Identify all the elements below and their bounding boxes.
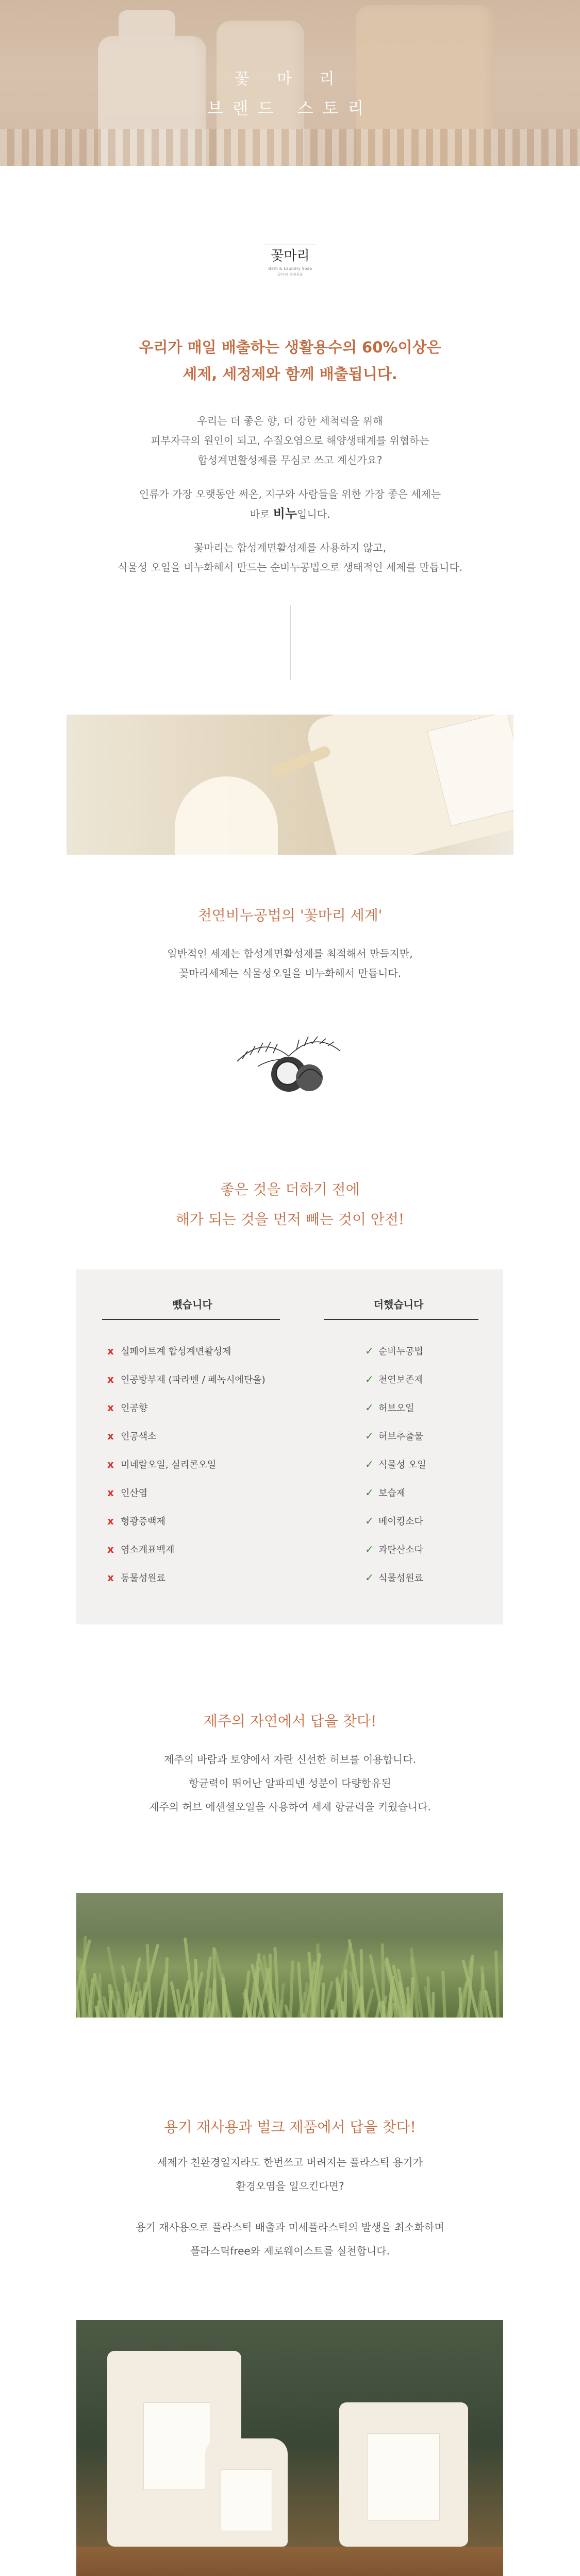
removed-ingredient-item <box>107 1372 266 1386</box>
x-mark-icon: x <box>107 1345 114 1357</box>
refill-text-line: 플라스틱free와 제로웨이스트를 실천합니다. <box>190 2245 390 2257</box>
jeju-description <box>0 1748 580 1819</box>
refill-text-line: 세제가 친환경일지라도 한번쓰고 버려지는 플라스틱 용기가 <box>157 2156 423 2168</box>
intro-text-fragment: 입니다. <box>297 508 330 520</box>
jeju-herb-field-photo <box>76 1893 503 2018</box>
check-mark-icon: ✓ <box>365 1571 374 1584</box>
refill-text-line: 용기 재사용으로 플라스틱 배출과 미세플라스틱의 발생을 최소화하며 <box>136 2221 444 2233</box>
herb-blade-image <box>441 1971 446 2018</box>
added-ingredient-label: 보습제 <box>378 1488 406 1499</box>
herb-blade-image <box>185 2004 188 2018</box>
removed-ingredient-label: 형광증백제 <box>121 1516 165 1527</box>
safety-title-line: 해가 되는 것을 먼저 빼는 것이 안전! <box>175 1211 405 1228</box>
intro-headline <box>0 334 580 387</box>
intro-paragraph-2 <box>0 484 580 524</box>
removed-ingredient-label: 인산염 <box>121 1488 148 1499</box>
removed-ingredient-label: 인공색소 <box>121 1431 157 1442</box>
herb-blade-image <box>98 1973 102 2018</box>
added-ingredient-label: 식물성 오일 <box>378 1460 426 1470</box>
x-mark-icon: x <box>107 1430 114 1442</box>
removed-ingredient-item <box>107 1571 165 1584</box>
added-header: 더했습니다 <box>373 1298 424 1311</box>
intro-text-line: 식물성 오일을 비누화해서 만드는 순비누공법으로 생태적인 세제를 만듭니다. <box>117 561 463 573</box>
method-text-line: 꽃마리세제는 식물성오일을 비누화해서 만듭니다. <box>178 967 402 979</box>
pouring-detergent-photo <box>67 715 513 855</box>
added-ingredient-label: 식물성원료 <box>378 1573 423 1584</box>
intro-headline-line: 세제, 세정제와 함께 배출됩니다. <box>183 365 397 383</box>
bulk-jug-label <box>368 2433 440 2521</box>
intro-text-line <box>0 504 580 524</box>
added-ingredient-item <box>365 1543 423 1556</box>
brand-logo <box>264 242 317 277</box>
check-mark-icon: ✓ <box>365 1486 374 1499</box>
removed-ingredient-label: 설페이트계 합성계면활성제 <box>121 1346 231 1357</box>
intro-text-fragment: 바로 <box>250 508 273 520</box>
method-text-line: 일반적인 세제는 합성계면활성제를 최적해서 만들지만, <box>167 947 413 960</box>
x-mark-icon: x <box>107 1373 114 1385</box>
intro-text-line: 피부자극의 원인이 되고, 수질오염으로 해양생태계를 위협하는 <box>151 434 429 447</box>
logo-wordmark: 꽃마리 <box>271 248 310 264</box>
herb-blade-image <box>279 1983 285 2018</box>
logo-tagline: Bath & Laundry Soap <box>268 266 312 271</box>
added-ingredient-label: 천연보존제 <box>378 1375 423 1385</box>
herb-blade-image <box>289 1960 294 2018</box>
removed-ingredient-item <box>107 1429 157 1443</box>
refill-answer <box>0 2215 580 2263</box>
section-divider-line <box>290 605 291 680</box>
jeju-text-line: 제주의 허브 에센셜오일을 사용하여 세제 항균력을 키웠습니다. <box>149 1801 431 1813</box>
added-ingredient-item <box>365 1514 423 1528</box>
refill-text-line: 환경오염을 일으킨다면? <box>236 2180 344 2192</box>
jeju-text-line: 제주의 바람과 토양에서 자란 신선한 허브를 이용합니다. <box>164 1753 416 1766</box>
measuring-cup-image <box>175 776 278 855</box>
x-mark-icon: x <box>107 1543 114 1555</box>
removed-ingredient-label: 인공향 <box>121 1403 148 1414</box>
check-mark-icon: ✓ <box>365 1401 374 1414</box>
coconut-illustration-icon <box>227 1030 351 1097</box>
added-ingredient-item <box>365 1372 423 1386</box>
removed-ingredient-item <box>107 1344 231 1358</box>
check-mark-icon: ✓ <box>365 1543 374 1555</box>
removed-ingredient-label: 인공방부제 (파라벤 / 페녹시에탄올) <box>121 1375 266 1385</box>
removed-ingredient-item <box>107 1486 147 1499</box>
safety-title-line: 좋은 것을 더하기 전에 <box>220 1181 360 1198</box>
hero-title-story: 브랜드 스토리 <box>207 98 373 118</box>
added-ingredient-label: 베이킹소다 <box>378 1516 423 1527</box>
method-description <box>0 944 580 983</box>
removed-ingredient-item <box>107 1543 174 1556</box>
removed-ingredient-label: 동물성원료 <box>121 1573 165 1584</box>
bulk-jug-label <box>143 2402 210 2490</box>
x-mark-icon: x <box>107 1515 114 1527</box>
intro-text-line: 꽃마리는 합성계면활성제를 사용하지 않고, <box>193 541 387 554</box>
removed-header-rule <box>102 1319 280 1320</box>
intro-text-line: 인류가 가장 오랫동안 써온, 지구와 사람들을 위한 가장 좋은 세제는 <box>139 488 441 500</box>
wooden-table-image <box>76 2547 503 2576</box>
jeju-title: 제주의 자연에서 답을 찾다! <box>203 1713 377 1730</box>
removed-header: 뺐습니다 <box>172 1298 212 1311</box>
x-mark-icon: x <box>107 1401 114 1414</box>
check-mark-icon: ✓ <box>365 1458 374 1470</box>
check-mark-icon: ✓ <box>365 1515 374 1527</box>
removed-ingredient-item <box>107 1458 216 1471</box>
added-ingredient-label: 순비누공법 <box>378 1346 423 1357</box>
removed-ingredient-label: 미네랄오일, 실리콘오일 <box>121 1460 217 1470</box>
added-ingredient-item <box>365 1458 426 1471</box>
added-ingredient-label: 과탄산소다 <box>378 1545 423 1555</box>
herb-blade-image <box>494 1951 500 2018</box>
ingredient-comparison-panel <box>76 1269 503 1624</box>
logo-tagline-ko: 꽃마리 세제용품 <box>277 273 303 277</box>
herb-blade-image <box>426 1976 432 2018</box>
refill-bottle-label <box>221 2469 272 2531</box>
check-mark-icon: ✓ <box>365 1345 374 1357</box>
intro-emphasis-soap: 비누 <box>273 506 297 521</box>
herb-blade-image <box>117 1999 120 2018</box>
refill-title: 용기 재사용과 벌크 제품에서 답을 찾다! <box>164 2119 416 2136</box>
hero-banner <box>0 0 580 166</box>
added-ingredient-item <box>365 1571 423 1584</box>
method-title: 천연비누공법의 '꽃마리 세계' <box>197 907 383 924</box>
safety-title <box>0 1175 580 1234</box>
added-ingredient-label: 허브오일 <box>378 1403 415 1414</box>
intro-text-line: 우리는 더 좋은 향, 더 강한 세척력을 위해 <box>197 415 383 427</box>
bulk-refill-bottles-photo <box>76 2320 503 2576</box>
removed-ingredient-label: 염소계표백제 <box>121 1545 175 1555</box>
check-mark-icon: ✓ <box>365 1430 374 1442</box>
added-ingredient-label: 허브추출물 <box>378 1431 423 1442</box>
added-ingredient-item <box>365 1344 423 1358</box>
hero-title-brand: 꽃 마 리 <box>234 70 346 88</box>
added-header-rule <box>324 1319 478 1320</box>
intro-text-line: 합성계면활성제를 무심코 쓰고 계신가요? <box>197 454 383 466</box>
added-ingredient-item <box>365 1401 415 1414</box>
x-mark-icon: x <box>107 1571 114 1584</box>
added-ingredient-item <box>365 1429 423 1443</box>
jeju-text-line: 항균력이 뛰어난 알파피넨 성분이 다량함유된 <box>189 1777 391 1789</box>
removed-ingredient-item <box>107 1401 147 1414</box>
herb-blade-image <box>431 1992 435 2018</box>
intro-paragraph-1 <box>0 411 580 470</box>
removed-ingredient-item <box>107 1514 165 1528</box>
x-mark-icon: x <box>107 1486 114 1499</box>
x-mark-icon: x <box>107 1458 114 1470</box>
refill-question <box>0 2150 580 2198</box>
intro-paragraph-3 <box>0 538 580 577</box>
check-mark-icon: ✓ <box>365 1373 374 1385</box>
intro-headline-line: 우리가 매일 배출하는 생활용수의 60%이상은 <box>139 338 441 356</box>
added-ingredient-item <box>365 1486 405 1499</box>
